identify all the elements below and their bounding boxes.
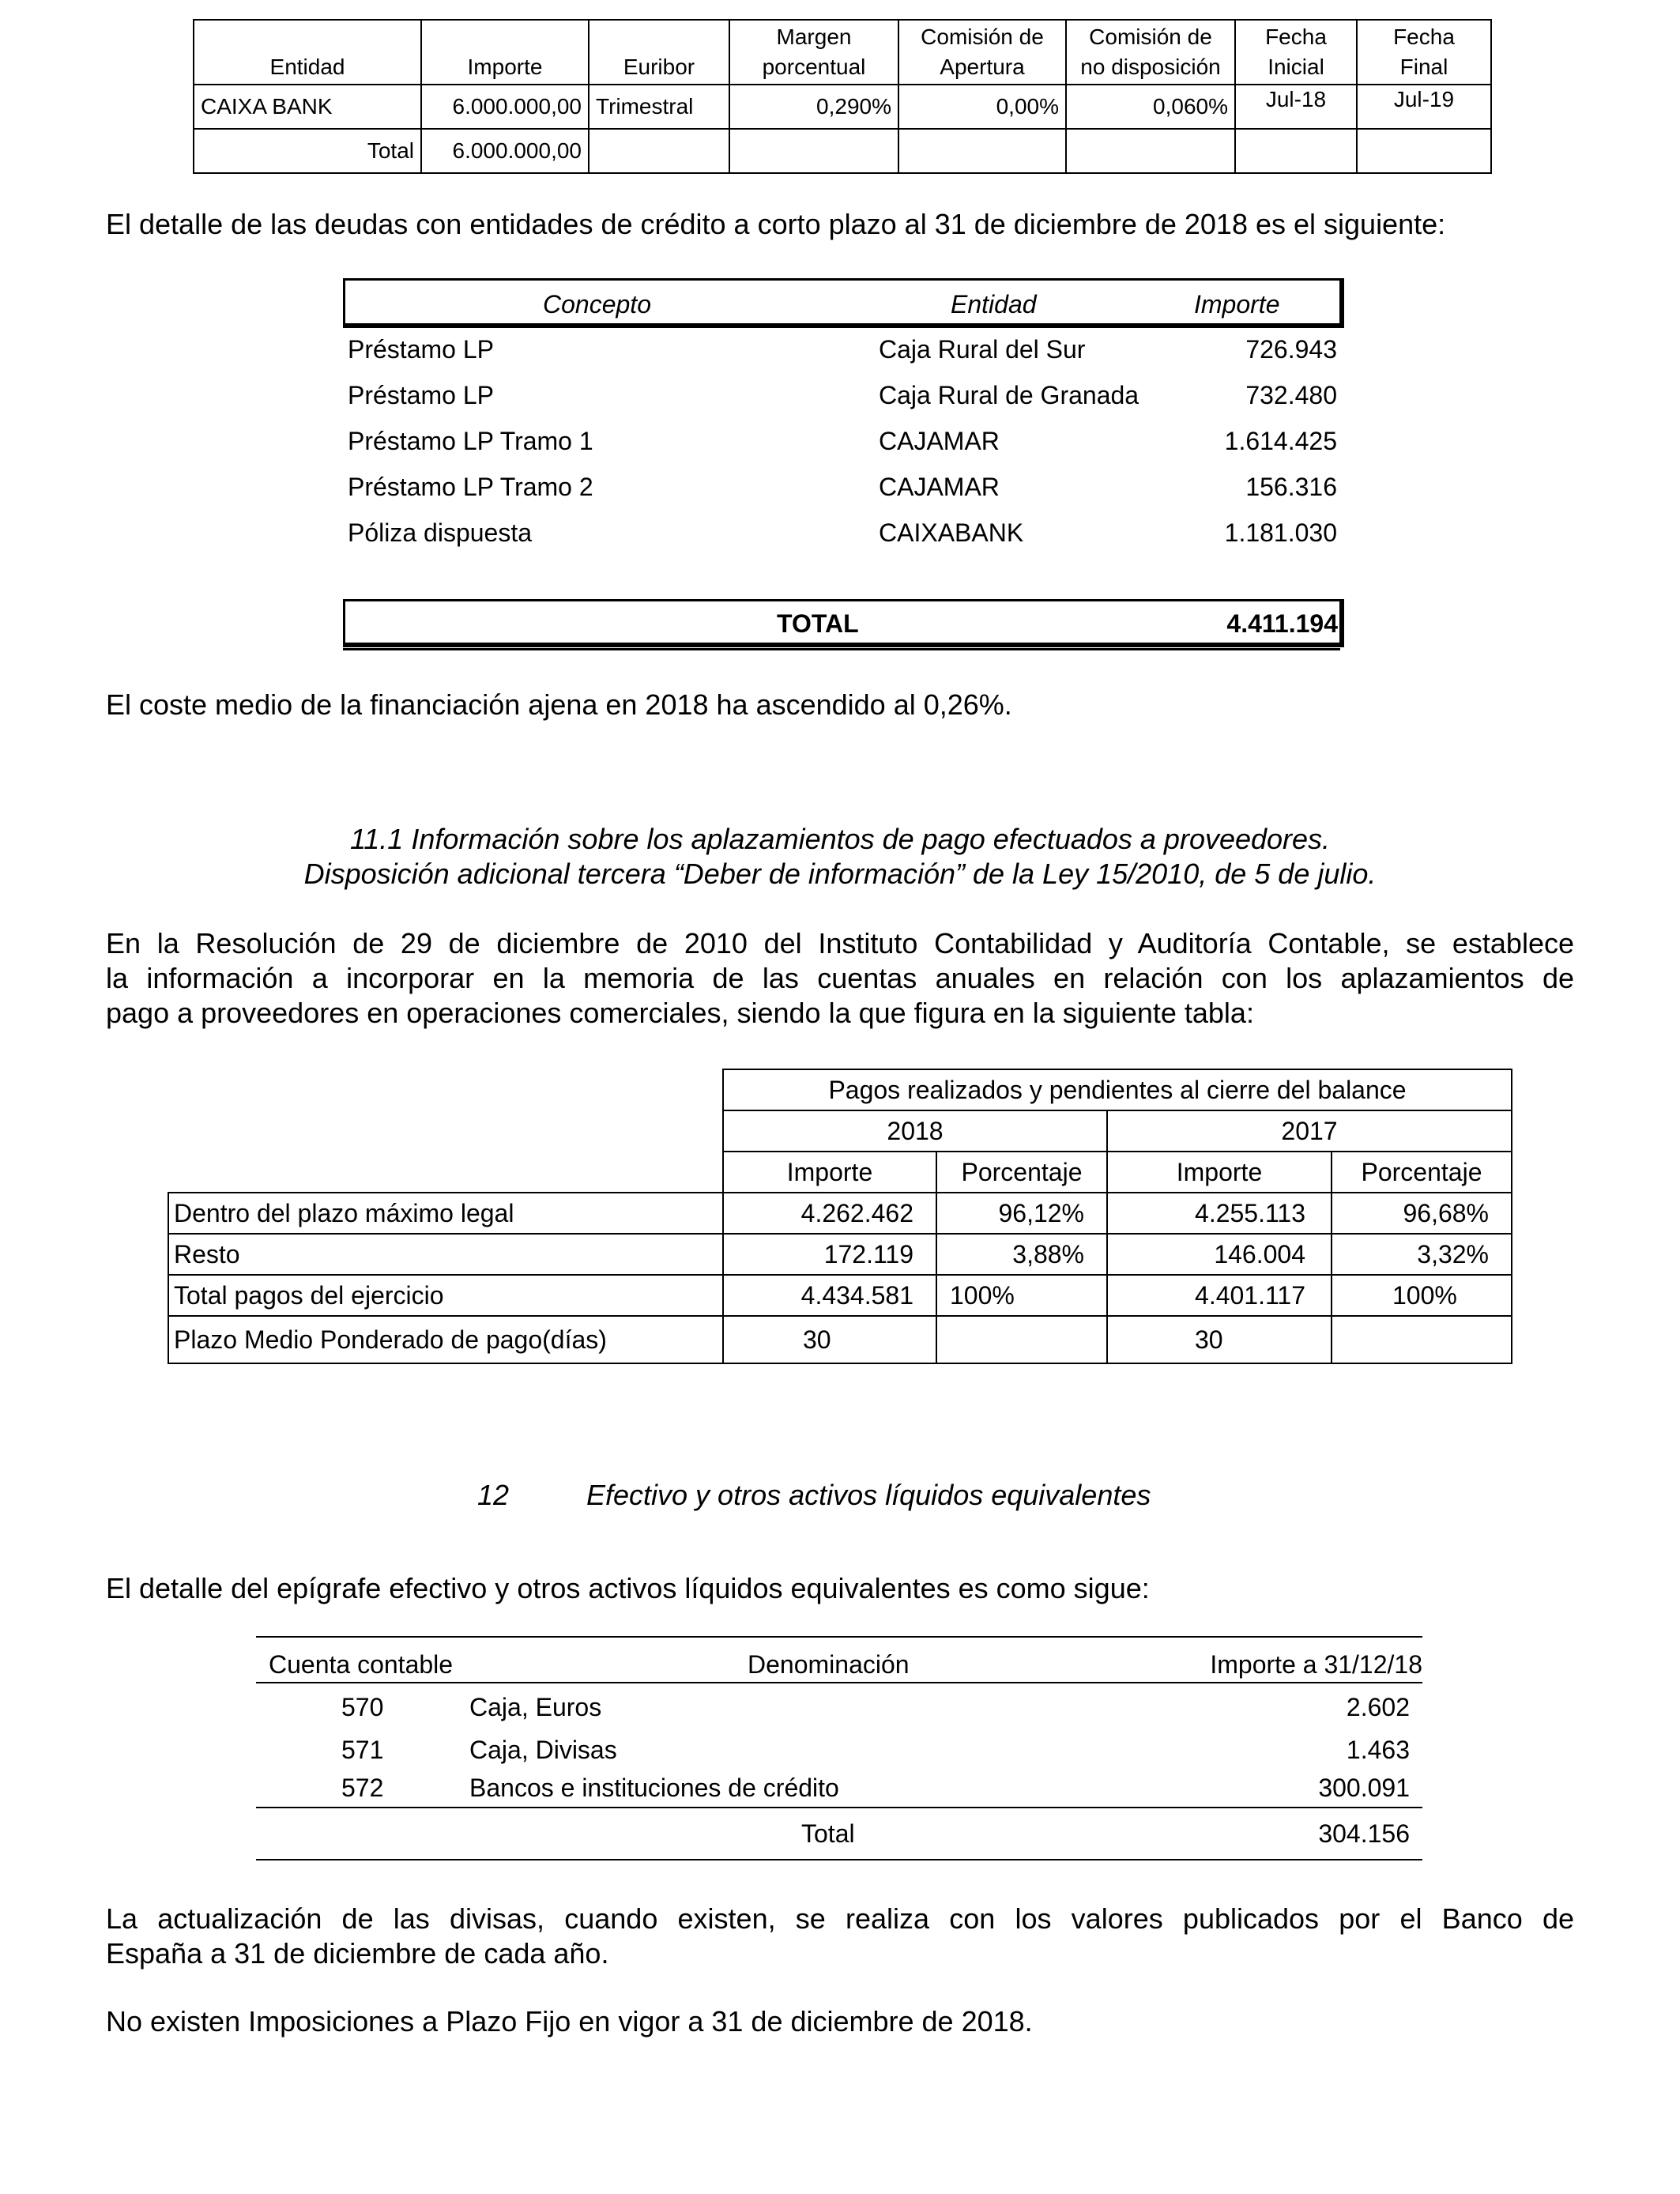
table-header-row	[194, 20, 1491, 85]
cell-importe: 1.614.425	[1224, 427, 1337, 455]
subheader-row	[168, 1152, 1512, 1193]
table-row	[168, 1275, 1512, 1316]
cell-porcentaje-2017: 96,68%	[1332, 1193, 1512, 1234]
cell-importe-2017: 30	[1107, 1316, 1332, 1363]
header-importe-2017: Importe	[1107, 1152, 1332, 1193]
cell-cuenta: 570	[341, 1693, 384, 1721]
section-11-1-title-line2: Disposición adicional tercera “Deber de información” de la Ley 15/2010, de 5 de julio.	[303, 858, 1377, 890]
cell-concepto: Resto	[168, 1234, 723, 1275]
cell-importe: 1.463	[1346, 1736, 1410, 1764]
paragraph-line: España a 31 de diciembre de cada año.	[106, 1937, 609, 1970]
cell-porcentaje-2018: 100%	[936, 1275, 1107, 1316]
cell-concepto: Préstamo LP Tramo 2	[348, 473, 593, 501]
cell-cuenta: 572	[341, 1774, 384, 1802]
paragraph-average-cost: El coste medio de la financiación ajena en 2018 ha ascendido al 0,26%.	[106, 688, 1012, 721]
table-row	[194, 85, 1491, 129]
cell-entidad: CAJAMAR	[879, 473, 1000, 501]
cell-importe: 156.316	[1245, 473, 1337, 501]
cell-entidad: Caja Rural del Sur	[879, 335, 1086, 364]
cell-concepto: Préstamo LP Tramo 1	[348, 427, 593, 455]
cell-concepto: Préstamo LP	[348, 335, 494, 364]
section-12-title: Efectivo y otros activos líquidos equivalentes	[586, 1479, 1151, 1511]
header-importe: Importe a 31/12/18	[1210, 1650, 1422, 1679]
header-margen: Margen porcentual	[729, 20, 898, 85]
total-value: 6.000.000,00	[421, 129, 589, 173]
cell-importe: 1.181.030	[1224, 518, 1337, 547]
cell-importe: 2.602	[1346, 1693, 1410, 1721]
cell-concepto: Préstamo LP	[348, 381, 494, 409]
header-rule	[256, 1682, 1422, 1683]
bottom-rule	[256, 1859, 1422, 1860]
cell-importe-2018: 30	[723, 1316, 936, 1363]
cell-denominacion: Bancos e instituciones de crédito	[469, 1774, 839, 1802]
cell-importe-2018: 172.119	[723, 1234, 936, 1275]
empty-cell	[168, 1069, 723, 1110]
top-rule	[256, 1636, 1422, 1638]
cell-porcentaje-2018	[936, 1316, 1107, 1363]
total-label: Total	[194, 129, 421, 173]
empty-cell	[1066, 129, 1235, 173]
cell-entidad: Caja Rural de Granada	[879, 381, 1139, 409]
cell-entidad: CAIXABANK	[879, 518, 1024, 547]
cell-importe: 726.943	[1245, 335, 1337, 364]
total-value: 4.411.194	[1226, 609, 1338, 638]
total-label: TOTAL	[777, 609, 859, 638]
loan-conditions-table	[193, 19, 1492, 174]
paragraph-currency-update	[106, 1902, 1574, 1971]
empty-cell	[729, 129, 898, 173]
paragraph-cash-detail: El detalle del epígrafe efectivo y otros activos líquidos equivalentes es como sigue:	[106, 1572, 1150, 1604]
cell-denominacion: Caja, Euros	[469, 1693, 602, 1721]
cell-importe: 6.000.000,00	[421, 85, 589, 129]
paragraph-line: pago a proveedores en operaciones comerciales, siendo la que figura en la siguiente tabla:	[106, 997, 1254, 1029]
cell-porcentaje-2017: 3,32%	[1332, 1234, 1512, 1275]
empty-cell	[898, 129, 1066, 173]
cell-importe: 732.480	[1245, 381, 1337, 409]
cell-concepto: Póliza dispuesta	[348, 518, 533, 547]
cell-importe-2018: 4.434.581	[723, 1275, 936, 1316]
section-11-1-title-line1: 11.1 Información sobre los aplazamientos de pago efectuados a proveedores.	[349, 823, 1331, 855]
total-label: Total	[801, 1819, 855, 1848]
paragraph-line: la información a incorporar en la memoria de las cuentas anuales en relación con los aplazamientos de	[106, 962, 1574, 994]
cell-porcentaje-2017: 100%	[1332, 1275, 1512, 1316]
empty-cell	[168, 1152, 723, 1193]
header-comision-no-disposicion: Comisión de no disposición	[1066, 20, 1235, 85]
header-porcentaje-2018: Porcentaje	[936, 1152, 1107, 1193]
table-header-row	[343, 278, 1344, 328]
header-year-2017: 2017	[1107, 1110, 1512, 1152]
cell-fecha-inicial: Jul-18	[1235, 85, 1357, 129]
cell-denominacion: Caja, Divisas	[469, 1736, 617, 1764]
supplier-payments-table	[168, 1069, 1512, 1364]
header-entidad: Entidad	[194, 20, 421, 85]
table-total-row	[343, 599, 1344, 647]
paragraph-line: En la Resolución de 29 de diciembre de 2010 del Instituto Contabilidad y Auditoría Contable, se establece	[106, 927, 1574, 959]
cell-concepto: Plazo Medio Ponderado de pago(días)	[168, 1316, 723, 1363]
header-porcentaje-2017: Porcentaje	[1332, 1152, 1512, 1193]
header-importe: Importe	[1194, 290, 1280, 319]
paragraph-resolution	[106, 926, 1574, 1031]
total-value: 304.156	[1318, 1819, 1410, 1848]
cell-importe: 300.091	[1318, 1774, 1410, 1802]
cell-margen: 0,290%	[729, 85, 898, 129]
cell-importe-2018: 4.262.462	[723, 1193, 936, 1234]
cell-importe-2017: 4.255.113	[1107, 1193, 1332, 1234]
cell-cuenta: 571	[341, 1736, 384, 1764]
cell-concepto: Dentro del plazo máximo legal	[168, 1193, 723, 1234]
empty-cell	[168, 1110, 723, 1152]
table-row	[168, 1193, 1512, 1234]
cell-importe-2017: 4.401.117	[1107, 1275, 1332, 1316]
cell-comision-no-disposicion: 0,060%	[1066, 85, 1235, 129]
header-comision-apertura: Comisión de Apertura	[898, 20, 1066, 85]
cell-porcentaje-2017	[1332, 1316, 1512, 1363]
group-header-row	[168, 1069, 1512, 1110]
header-concepto: Concepto	[543, 290, 651, 319]
cell-comision-apertura: 0,00%	[898, 85, 1066, 129]
header-year-2018: 2018	[723, 1110, 1107, 1152]
empty-cell	[1235, 129, 1357, 173]
cell-entidad: CAIXA BANK	[194, 85, 421, 129]
header-fecha-final: Fecha Final	[1357, 20, 1491, 85]
cell-concepto: Total pagos del ejercicio	[168, 1275, 723, 1316]
paragraph-fixed-deposits: No existen Imposiciones a Plazo Fijo en vigor a 31 de diciembre de 2018.	[106, 2005, 1033, 2038]
empty-cell	[589, 129, 729, 173]
group-header: Pagos realizados y pendientes al cierre del balance	[723, 1069, 1512, 1110]
cell-porcentaje-2018: 96,12%	[936, 1193, 1107, 1234]
subtotal-rule	[256, 1807, 1422, 1808]
cell-entidad: CAJAMAR	[879, 427, 1000, 455]
header-importe: Importe	[421, 20, 589, 85]
header-fecha-inicial: Fecha Inicial	[1235, 20, 1357, 85]
header-importe-2018: Importe	[723, 1152, 936, 1193]
section-12-number: 12	[477, 1479, 510, 1511]
paragraph-line: La actualización de las divisas, cuando existen, se realiza con los valores publicados por el Banco de	[106, 1902, 1574, 1935]
cell-fecha-final: Jul-19	[1357, 85, 1491, 129]
empty-cell	[1357, 129, 1491, 173]
header-cuenta-contable: Cuenta contable	[269, 1650, 454, 1679]
header-entidad: Entidad	[951, 290, 1037, 319]
cell-importe-2017: 146.004	[1107, 1234, 1332, 1275]
table-row	[168, 1234, 1512, 1275]
table-total-row	[194, 129, 1491, 173]
cell-euribor: Trimestral	[589, 85, 729, 129]
total-underline	[343, 648, 1340, 650]
paragraph-short-term-debt: El detalle de las deudas con entidades de crédito a corto plazo al 31 de diciembre de 2018 es el siguiente:	[106, 208, 1446, 240]
section-11-1-title	[0, 822, 1680, 892]
header-euribor: Euribor	[589, 20, 729, 85]
year-header-row	[168, 1110, 1512, 1152]
header-denominacion: Denominación	[748, 1650, 910, 1679]
cell-porcentaje-2018: 3,88%	[936, 1234, 1107, 1275]
table-row	[168, 1316, 1512, 1363]
